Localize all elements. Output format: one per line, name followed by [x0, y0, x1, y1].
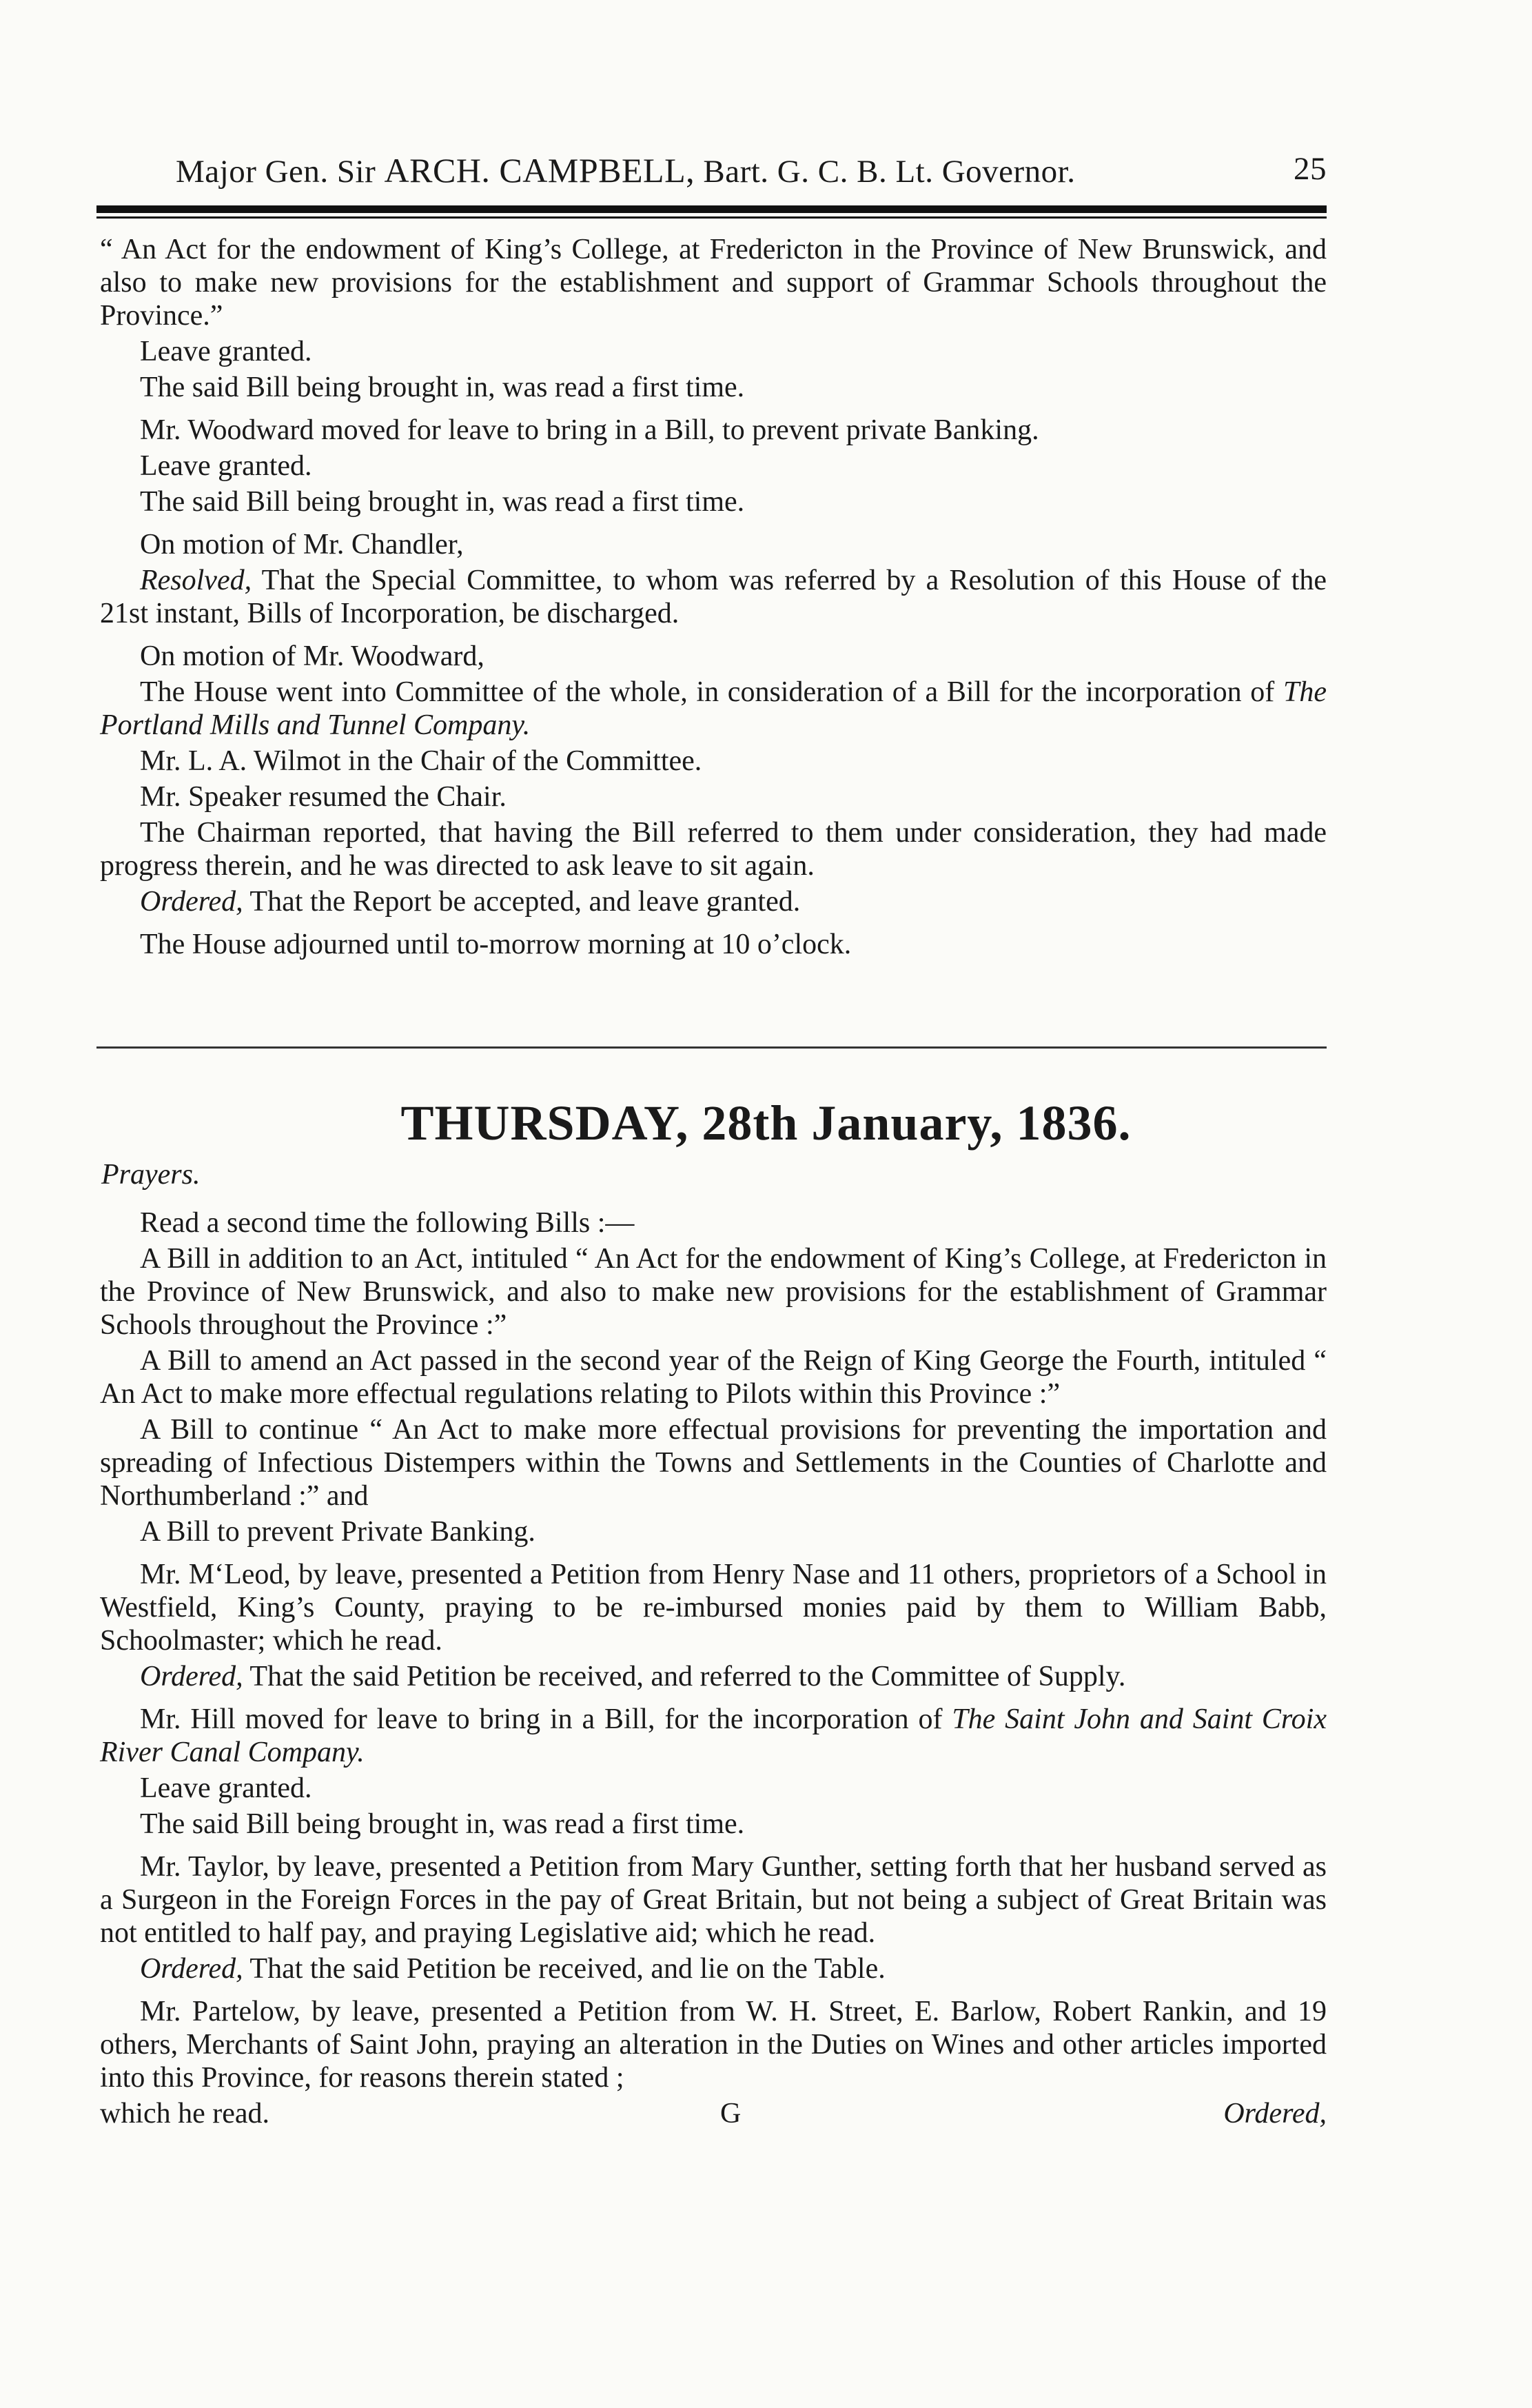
paragraph: Leave granted.	[140, 450, 312, 482]
catchword: Ordered,	[1223, 2098, 1327, 2129]
header-prefix: Major Gen. Sir	[176, 154, 376, 190]
paragraph-text: That the said Petition be received, and lie on the Table.	[243, 1953, 886, 1985]
signature-mark: G	[720, 2098, 742, 2129]
company-name: The Saint John and Saint Croix River Canal Company.	[100, 1703, 1327, 1768]
paragraph-text: The House went into Committee of the whole, in consideration of a Bill for the incorporation of	[140, 676, 1283, 708]
paragraph: On motion of Mr. Woodward,	[140, 640, 484, 672]
paragraph: “ An Act for the endowment of King’s College, at Fredericton in the Province of New Brunswick, and also to make new provisions for the establishment and support of Grammar Schools throughout the Province.”	[100, 234, 1327, 332]
header-rule-thin	[96, 216, 1327, 219]
paragraph	[100, 1952, 1327, 1985]
paragraph-text: That the Special Committee, to whom was referred by a Resolution of this House of the 21st instant, Bills of Incorporation, be discharged.	[100, 565, 1327, 629]
paragraph: Leave granted.	[140, 336, 312, 367]
section-divider	[96, 1046, 1327, 1049]
day-heading: THURSDAY, 28th January, 1836.	[400, 1095, 1132, 1151]
paragraph	[100, 676, 1327, 742]
paragraph-text: Mr. Hill moved for leave to bring in a Bill, for the incorporation of	[140, 1703, 952, 1735]
header-name: ARCH. CAMPBELL,	[384, 151, 695, 190]
prayers-label: Prayers.	[101, 1159, 201, 1191]
paragraph: Read a second time the following Bills :—	[140, 1207, 635, 1239]
ordered-label: Ordered,	[140, 1661, 243, 1692]
paragraph: Mr. Taylor, by leave, presented a Petition from Mary Gunther, setting forth that her husband served as a Surgeon in the Foreign Forces in the pay of Great Britain, but not being a subject of Great Britain was not entitled to half pay, and praying Legislative aid; which he read.	[100, 1851, 1327, 1949]
paragraph	[100, 1660, 1327, 1693]
final-line	[100, 2097, 1327, 2130]
proceedings-thursday	[100, 1206, 1327, 2130]
ordered-label: Ordered,	[140, 1953, 243, 1985]
paragraph	[100, 1703, 1327, 1769]
paragraph: Mr. L. A. Wilmot in the Chair of the Committee.	[140, 745, 702, 777]
paragraph: The said Bill being brought in, was read a first time.	[140, 486, 745, 518]
paragraph: A Bill to amend an Act passed in the second year of the Reign of King George the Fourth, intituled “ An Act to make more effectual regulations relating to Pilots within this Province :”	[100, 1345, 1327, 1410]
paragraph: Mr. Speaker resumed the Chair.	[140, 781, 507, 813]
proceedings-previous-day	[100, 233, 1327, 964]
paragraph: The said Bill being brought in, was read a first time.	[140, 372, 745, 403]
paragraph: A Bill in addition to an Act, intituled “ An Act for the endowment of King’s College, at Fredericton in the Province of New Brunswick, and also to make new provisions for the establishment of Grammar Schools throughout the Province :”	[100, 1243, 1327, 1341]
paragraph: A Bill to continue “ An Act to make more effectual provisions for preventing the importation and spreading of Infectious Distempers within the Towns and Settlements in the Counties of Charlotte and Northumberland :” and	[100, 1414, 1327, 1512]
paragraph-text: which he read.	[100, 2098, 270, 2129]
header-suffix: Bart. G. C. B. Lt. Governor.	[703, 154, 1076, 190]
paragraph: Leave granted.	[140, 1772, 312, 1804]
paragraph-text: That the Report be accepted, and leave granted.	[243, 886, 801, 918]
paragraph	[100, 885, 1327, 918]
paragraph-text: That the said Petition be received, and referred to the Committee of Supply.	[243, 1661, 1126, 1692]
paragraph: Mr. Woodward moved for leave to bring in a Bill, to prevent private Banking.	[140, 414, 1039, 446]
resolved-label: Resolved,	[140, 565, 252, 596]
page-number: 25	[1294, 151, 1327, 187]
paragraph: Mr. Partelow, by leave, presented a Petition from W. H. Street, E. Barlow, Robert Rankin, and 19 others, Merchants of Saint John, praying an alteration in the Duties on Wines and other articles imported into this Province, for reasons therein stated ;	[100, 1996, 1327, 2094]
paragraph: Mr. M‘Leod, by leave, presented a Petition from Henry Nase and 11 others, proprietors of a School in Westfield, King’s County, praying to be re-imbursed monies paid by them to William Babb, Schoolmaster; which he read.	[100, 1559, 1327, 1657]
paragraph: A Bill to prevent Private Banking.	[140, 1516, 535, 1548]
paragraph: The said Bill being brought in, was read a first time.	[140, 1808, 745, 1840]
paragraph: The Chairman reported, that having the Bill referred to them under consideration, they had made progress therein, and he was directed to ask leave to sit again.	[100, 817, 1327, 882]
company-name: The Portland Mills and Tunnel Company.	[100, 676, 1327, 741]
paragraph: The House adjourned until to-morrow morning at 10 o’clock.	[140, 929, 852, 960]
paragraph	[100, 564, 1327, 630]
ordered-label: Ordered,	[140, 886, 243, 918]
running-header	[176, 150, 1327, 190]
header-rule-thick	[96, 205, 1327, 213]
paragraph: On motion of Mr. Chandler,	[140, 529, 464, 560]
